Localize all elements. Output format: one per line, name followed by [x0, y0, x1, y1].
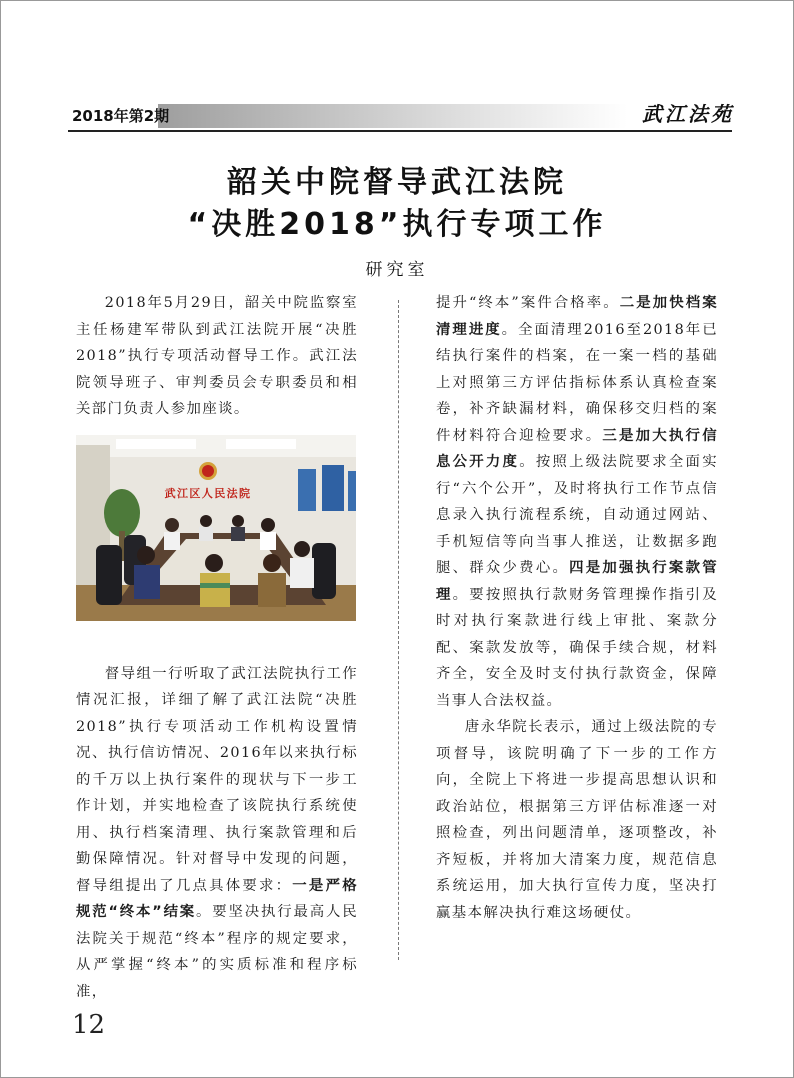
left-paragraph-2-text: 督导组一行听取了武江法院执行工作情况汇报，详细了解了武江法院“决胜2018”执行专项活动工作机构设置情况、执行信访情况、2016年以来执行标的千万以上执行案件的现状与下一步工作计划，并实地检查了该院执行系统使用、执行档案清理、执行案款管理和后勤保障情况。针对督导中发现的问题，督导组提出了几点具体要求：: [76, 665, 358, 894]
requirement-2-text: 。全面清理2016至2018年已结执行案件的档案，在一案一档的基础上对照第三方评估指标体系认真检查案卷，补齐缺漏材料，确保移交归档的案件材料符合迎检要求。: [436, 321, 718, 444]
left-paragraph-2: [76, 661, 358, 1006]
page-number: 12: [72, 1010, 106, 1040]
right-paragraph-1-start: 提升“终本”案件合格率。: [436, 295, 620, 311]
article-title-line-2: “决胜2018”执行专项工作: [187, 207, 607, 242]
court-name-sign: 武江区人民法院: [164, 486, 252, 500]
left-column: [76, 290, 358, 1005]
header-rule: [68, 130, 732, 132]
article-author: 研究室: [365, 260, 429, 280]
article-title-line-1: 韶关中院督导武江法院: [227, 165, 567, 200]
left-paragraph-1: 2018年5月29日，韶关中院监察室主任杨建军带队到武江法院开展“决胜2018”执行专项活动督导工作。武江法院领导班子、审判委员会专职委员和相关部门负责人参加座谈。: [76, 295, 358, 417]
requirement-3-text: 。按照上级法院要求全面实行“六个公开”，及时将执行工作节点信息录入执行流程系统，自动通过网站、手机短信等向当事人推送，让数据多跑腿、群众少费心。: [436, 454, 718, 576]
requirement-1-text: 。要坚决执行最高人民法院关于规范“终本”程序的规定要求，从严掌握“终本”的实质标准和程序标准，: [76, 904, 358, 1000]
meeting-photo-illustration: [76, 435, 356, 621]
right-column: [436, 290, 718, 926]
magazine-name: 武江法苑: [642, 102, 734, 126]
right-paragraph-1: [436, 290, 718, 714]
requirement-4-text: 。要按照执行款财务管理操作指引及时对执行案款进行线上审批、案款分配、案款发放等，确保手续合规，材料齐全，安全及时支付执行款资金，保障当事人合法权益。: [436, 586, 718, 709]
right-paragraph-2: 唐永华院长表示，通过上级法院的专项督导，该院明确了下一步的工作方向，全院上下将进一步提高思想认识和政治站位，根据第三方评估标准逐一对照检查，列出问题清单，逐项整改，补齐短板，并将加大清案力度，规范信息系统运用，加大执行宣传力度，坚决打赢基本解决执行难这场硬仗。: [436, 719, 718, 921]
issue-label: 2018年第2期: [72, 107, 170, 125]
requirement-2-heading: 二是加快档案清理进度: [436, 295, 719, 338]
requirement-4-heading: 四是加强执行案款管理: [436, 560, 718, 603]
meeting-photo: [76, 435, 356, 621]
header-gradient-band: [158, 104, 628, 128]
column-divider: [398, 300, 399, 960]
requirement-1-heading: 一是严格规范“终本”结案: [76, 877, 358, 920]
requirement-3-heading: 三是加大执行信息公开力度: [436, 427, 718, 470]
